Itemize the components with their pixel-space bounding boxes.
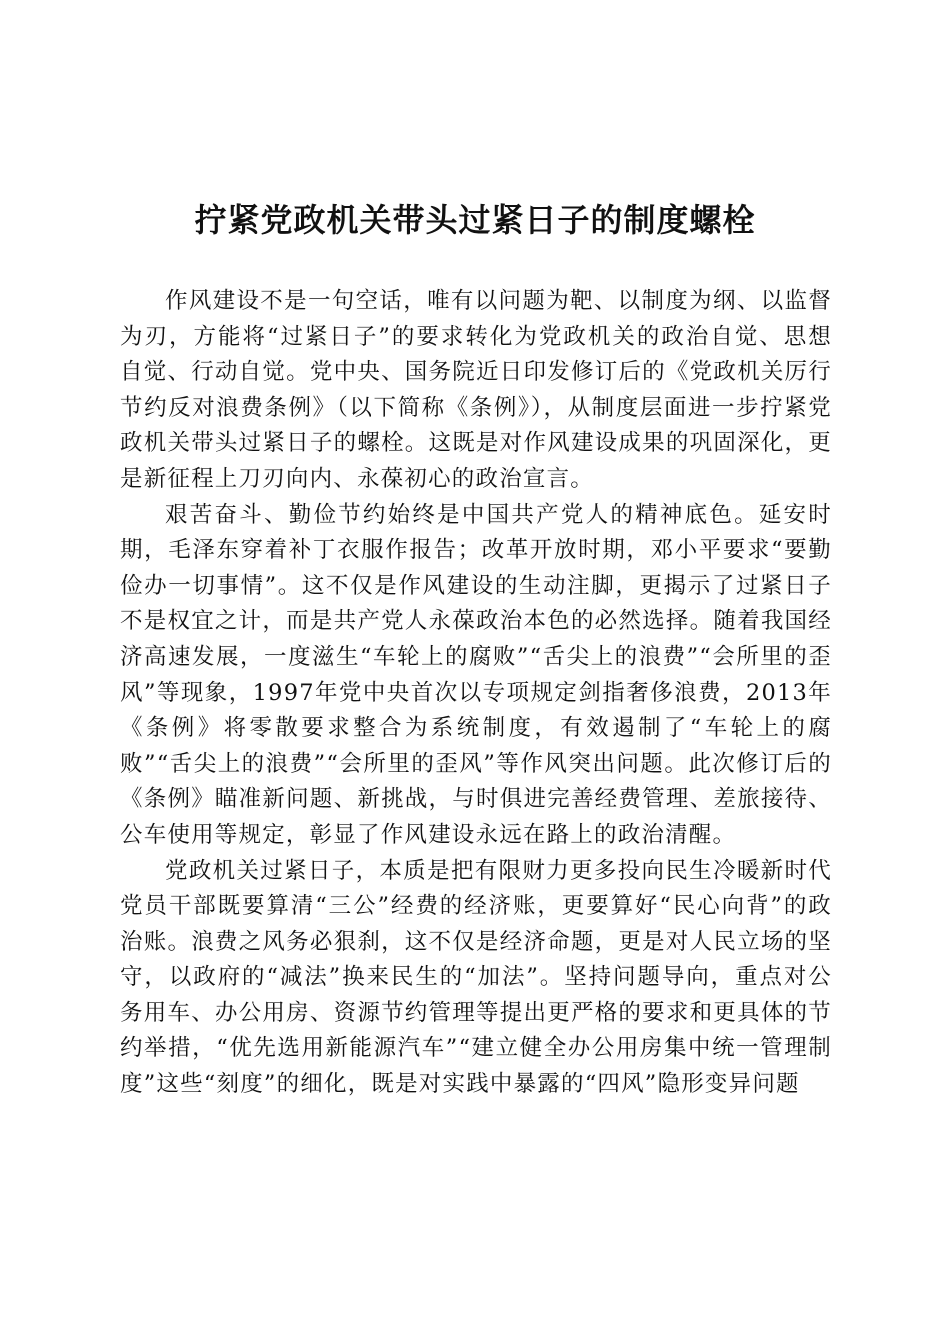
paragraph-2: 艰苦奋斗、勤俭节约始终是中国共产党人的精神底色。延安时期，毛泽东穿着补丁衣服作报告；改革开放时期，邓小平要求“要勤俭办一切事情”。这不仅是作风建设的生动注脚，更揭示了过紧日子不是权宜之计，而是共产党人永葆政治本色的必然选择。随着我国经济高速发展，一度滋生“车轮上的腐败”“舌尖上的浪费”“会所里的歪风”等现象，1997年党中央首次以专项规定剑指奢侈浪费，2013年《条例》将零散要求整合为系统制度，有效遏制了“车轮上的腐败”“舌尖上的浪费”“会所里的歪风”等作风突出问题。此次修订后的《条例》瞄准新问题、新挑战，与时俱进完善经费管理、差旅接待、公车使用等规定，彰显了作风建设永远在路上的政治清醒。 xyxy=(120,501,832,848)
document-body xyxy=(120,284,832,1103)
paragraph-1: 作风建设不是一句空话，唯有以问题为靶、以制度为纲、以监督为刃，方能将“过紧日子”的要求转化为党政机关的政治自觉、思想自觉、行动自觉。党中央、国务院近日印发修订后的《党政机关厉行节约反对浪费条例》（以下简称《条例》），从制度层面进一步拧紧党政机关带头过紧日子的螺栓。这既是对作风建设成果的巩固深化，更是新征程上刀刃向内、永葆初心的政治宣言。 xyxy=(120,288,832,492)
document-title: 拧紧党政机关带头过紧日子的制度螺栓 xyxy=(194,201,756,239)
paragraph-3: 党政机关过紧日子，本质是把有限财力更多投向民生冷暖新时代党员干部既要算清“三公”经费的经济账，更要算好“民心向背”的政治账。浪费之风务必狠刹，这不仅是经济命题，更是对人民立场的坚守，以政府的“减法”换来民生的“加法”。坚持问题导向，重点对公务用车、办公用房、资源节约管理等提出更严格的要求和更具体的节约举措，“优先选用新能源汽车”“建立健全办公用房集中统一管理制度”这些“刻度”的细化，既是对实践中暴露的“四风”隐形变异问题 xyxy=(120,857,832,1098)
